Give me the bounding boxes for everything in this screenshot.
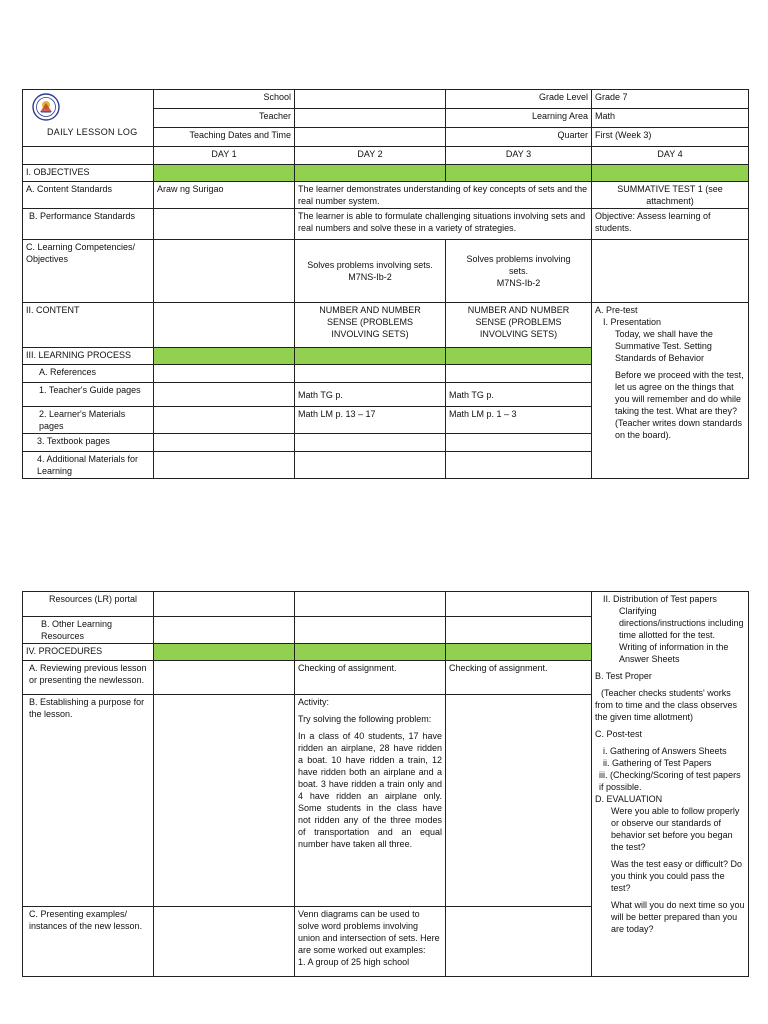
learning-process-green-cell bbox=[295, 348, 446, 365]
procedures-green-cell bbox=[154, 644, 295, 661]
pretest-before-text: Before we proceed with the test, let us agree on the things that you will remember and do while taking the test. What are they? (Teacher writes down standards on the board). bbox=[615, 370, 744, 440]
procedures-green-cell bbox=[446, 644, 592, 661]
presenting-day1 bbox=[154, 907, 295, 977]
textbook-pages-label: 3. Textbook pages bbox=[23, 434, 154, 452]
evaluation-question-3: What will you do next time so you will be better prepared than you are today? bbox=[611, 900, 745, 934]
deped-seal-icon bbox=[32, 93, 60, 121]
reviewing-day3: Checking of assignment. bbox=[446, 661, 592, 695]
objectives-heading: I. OBJECTIVES bbox=[23, 165, 154, 182]
reviewing-day2: Checking of assignment. bbox=[295, 661, 446, 695]
references-day2 bbox=[295, 365, 446, 383]
gathering-answers-text: i. Gathering of Answers Sheets bbox=[603, 746, 727, 756]
textbook-pages-day1 bbox=[154, 434, 295, 452]
teacher-value[interactable] bbox=[295, 109, 446, 128]
competency-text: Solves problems involving sets. bbox=[466, 254, 571, 276]
activity-instruction: Try solving the following problem: bbox=[298, 714, 432, 724]
tg-pages-label: 1. Teacher's Guide pages bbox=[23, 383, 154, 407]
evaluation-heading: D. EVALUATION bbox=[595, 794, 663, 804]
content-standards-label: A. Content Standards bbox=[23, 182, 154, 209]
gathering-papers-text: ii. Gathering of Test Papers bbox=[603, 758, 712, 768]
competency-code: M7NS-Ib-2 bbox=[496, 278, 541, 288]
test-proper-heading: B. Test Proper bbox=[595, 671, 652, 681]
competencies-day1 bbox=[154, 240, 295, 303]
day-header-4: DAY 4 bbox=[592, 147, 749, 165]
school-label: School bbox=[154, 90, 295, 109]
competencies-day3 bbox=[446, 240, 592, 303]
competencies-day2 bbox=[295, 240, 446, 303]
additional-materials-day2 bbox=[295, 452, 446, 479]
reviewing-day1 bbox=[154, 661, 295, 695]
establishing-day1 bbox=[154, 695, 295, 907]
learning-process-green-cell bbox=[446, 348, 592, 365]
presenting-day3 bbox=[446, 907, 592, 977]
procedures-heading: IV. PROCEDURES bbox=[23, 644, 154, 661]
logo-title-cell bbox=[23, 90, 154, 147]
additional-materials-label: 4. Additional Materials for Learning bbox=[23, 452, 154, 479]
quarter-label: Quarter bbox=[446, 128, 592, 147]
checking-text: iii. (Checking/Scoring of test papers if possible. bbox=[599, 770, 741, 792]
other-resources-day3 bbox=[446, 617, 592, 644]
lr-portal-day1 bbox=[154, 592, 295, 617]
grade-level-label: Grade Level bbox=[446, 90, 592, 109]
learning-process-heading: III. LEARNING PROCESS bbox=[23, 348, 154, 365]
textbook-pages-day3 bbox=[446, 434, 592, 452]
pretest-today-text: Today, we shall have the Summative Test. Setting Standards of Behavior bbox=[615, 329, 713, 363]
content-day3: NUMBER AND NUMBER SENSE (PROBLEMS INVOLVING SETS) bbox=[446, 303, 592, 348]
reviewing-label: A. Reviewing previous lesson or presenting the newlesson. bbox=[23, 661, 154, 695]
activity-heading: Activity: bbox=[298, 697, 330, 707]
teaching-dates-label: Teaching Dates and Time bbox=[154, 128, 295, 147]
day-header-2: DAY 2 bbox=[295, 147, 446, 165]
learning-area-label: Learning Area bbox=[446, 109, 592, 128]
teacher-checks-text: (Teacher checks students' works from to time and the class observes the given time allotment) bbox=[595, 688, 738, 722]
presenting-day2 bbox=[295, 907, 446, 977]
content-day1 bbox=[154, 303, 295, 348]
grade-level-value: Grade 7 bbox=[592, 90, 749, 109]
objectives-green-cell bbox=[154, 165, 295, 182]
lesson-log-table-part-1 bbox=[22, 89, 749, 479]
learning-process-green-cell bbox=[154, 348, 295, 365]
lesson-log-table-part-2 bbox=[22, 591, 749, 977]
day4-test-proper-cell bbox=[592, 592, 749, 977]
other-resources-day2 bbox=[295, 617, 446, 644]
performance-standards-day1 bbox=[154, 209, 295, 240]
activity-problem: In a class of 40 students, 17 have ridden an airplane, 28 have ridden a boat. 10 have ridden a train, 12 have ridden both an airplane and a boat. 3 have ridden a train only and 4 have ridden an airplane only. Some students in the class have not ridden any of the three modes of transportation and an equal number have taken all three. bbox=[298, 731, 442, 849]
posttest-heading: C. Post-test bbox=[595, 729, 643, 739]
textbook-pages-day2 bbox=[295, 434, 446, 452]
objectives-green-cell bbox=[592, 165, 749, 182]
school-value[interactable] bbox=[295, 90, 446, 109]
competency-text: Solves problems involving sets. bbox=[307, 260, 433, 270]
day-header-3: DAY 3 bbox=[446, 147, 592, 165]
content-day2: NUMBER AND NUMBER SENSE (PROBLEMS INVOLVING SETS) bbox=[295, 303, 446, 348]
teaching-dates-value[interactable] bbox=[295, 128, 446, 147]
example-1-text: 1. A group of 25 high school bbox=[298, 957, 410, 967]
lm-pages-day3: Math LM p. 1 – 3 bbox=[446, 407, 592, 434]
performance-standards-day2-3: The learner is able to formulate challenging situations involving sets and real numbers and solve these in a variety of strategies. bbox=[295, 209, 592, 240]
day-header-1: DAY 1 bbox=[154, 147, 295, 165]
lm-pages-day1 bbox=[154, 407, 295, 434]
additional-materials-day3 bbox=[446, 452, 592, 479]
log-title: DAILY LESSON LOG bbox=[47, 127, 138, 137]
content-heading: II. CONTENT bbox=[23, 303, 154, 348]
evaluation-question-1: Were you able to follow properly or observe our standards of behavior set before you began the test? bbox=[611, 806, 740, 852]
quarter-value: First (Week 3) bbox=[592, 128, 749, 147]
procedures-green-cell bbox=[295, 644, 446, 661]
objectives-green-cell bbox=[295, 165, 446, 182]
competency-code: M7NS-Ib-2 bbox=[348, 272, 392, 282]
content-standards-day4: SUMMATIVE TEST 1 (see attachment) bbox=[592, 182, 749, 209]
lm-pages-label: 2. Learner's Materials pages bbox=[23, 407, 154, 434]
lr-portal-day3 bbox=[446, 592, 592, 617]
performance-standards-day4: Objective: Assess learning of students. bbox=[592, 209, 749, 240]
venn-text: Venn diagrams can be used to solve word problems involving union and intersection of sets. Here are some worked out examples: bbox=[298, 909, 440, 955]
references-label: A. References bbox=[23, 365, 154, 383]
content-standards-day1: Araw ng Surigao bbox=[154, 182, 295, 209]
presenting-label: C. Presenting examples/ instances of the new lesson. bbox=[23, 907, 154, 977]
presentation-heading: I. Presentation bbox=[603, 317, 662, 327]
competencies-label: C. Learning Competencies/ Objectives bbox=[23, 240, 154, 303]
learning-area-value: Math bbox=[592, 109, 749, 128]
objectives-green-cell bbox=[446, 165, 592, 182]
lr-portal-day2 bbox=[295, 592, 446, 617]
content-standards-day2-3: The learner demonstrates understanding of key concepts of sets and the real number system. bbox=[295, 182, 592, 209]
pretest-heading: A. Pre-test bbox=[595, 305, 638, 315]
competencies-day4 bbox=[592, 240, 749, 303]
establishing-day3 bbox=[446, 695, 592, 907]
additional-materials-day1 bbox=[154, 452, 295, 479]
teacher-label: Teacher bbox=[154, 109, 295, 128]
establishing-label: B. Establishing a purpose for the lesson. bbox=[23, 695, 154, 907]
tg-pages-day2: Math TG p. bbox=[295, 383, 446, 407]
performance-standards-label: B. Performance Standards bbox=[23, 209, 154, 240]
lr-portal-label: Resources (LR) portal bbox=[23, 592, 154, 617]
clarifying-text: Clarifying directions/instructions including time allotted for the test. Writing of information in the Answer Sheets bbox=[619, 606, 744, 664]
distribution-heading: II. Distribution of Test papers bbox=[603, 594, 717, 604]
references-day3 bbox=[446, 365, 592, 383]
tg-pages-day3: Math TG p. bbox=[446, 383, 592, 407]
other-resources-day1 bbox=[154, 617, 295, 644]
lm-pages-day2: Math LM p. 13 – 17 bbox=[295, 407, 446, 434]
day-header-spacer bbox=[23, 147, 154, 165]
day4-pretest-cell bbox=[592, 303, 749, 479]
other-resources-label: B. Other Learning Resources bbox=[23, 617, 154, 644]
establishing-day2 bbox=[295, 695, 446, 907]
tg-pages-day1 bbox=[154, 383, 295, 407]
evaluation-question-2: Was the test easy or difficult? Do you think you could pass the test? bbox=[611, 859, 743, 893]
references-day1 bbox=[154, 365, 295, 383]
